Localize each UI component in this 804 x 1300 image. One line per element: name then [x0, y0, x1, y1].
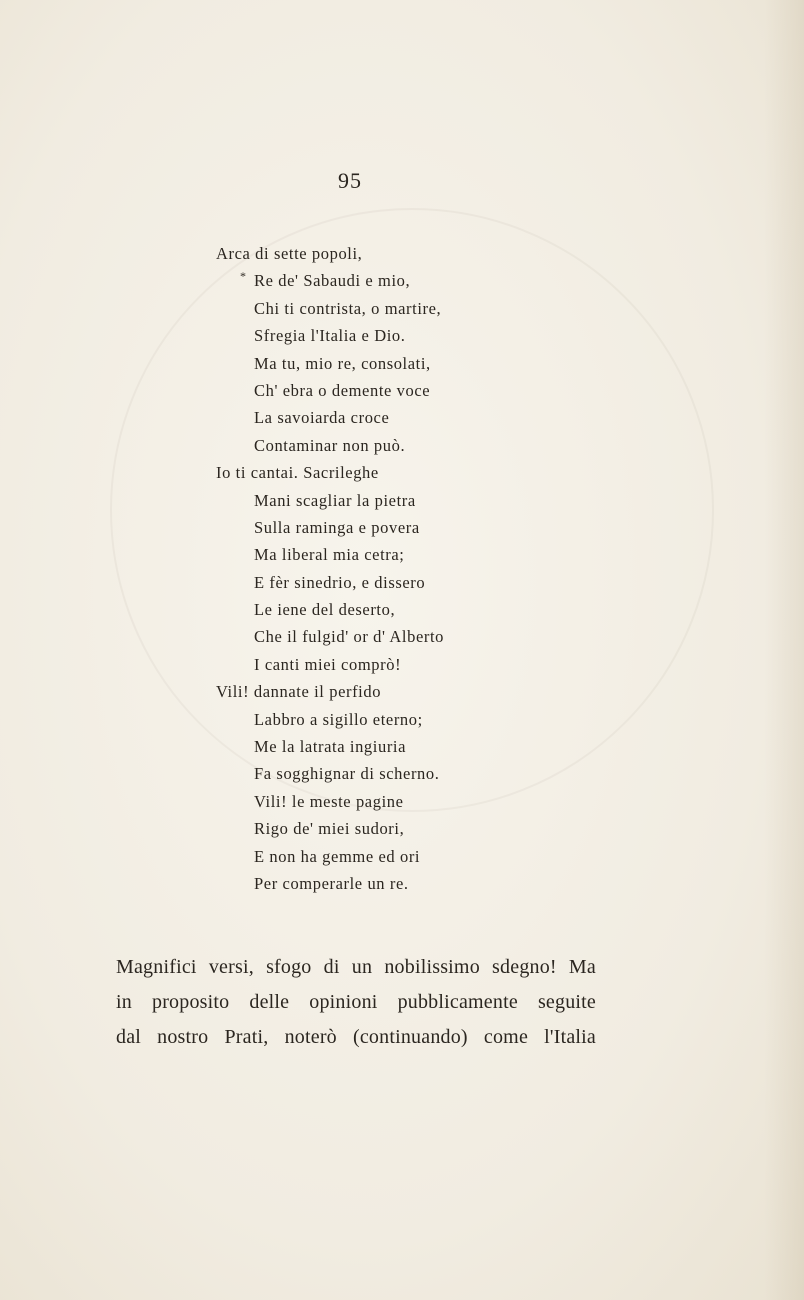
poem: [216, 240, 444, 897]
poem-line: Contaminar non può.: [254, 435, 406, 455]
poem-stanza-1: [216, 240, 444, 459]
prose-line: Magnifici versi, sfogo di un nobilissimo sdegno! Ma: [116, 956, 596, 978]
page-edge-shadow: [764, 0, 804, 1300]
poem-line: I canti miei comprò!: [254, 654, 402, 674]
poem-line: Per comperarle un re.: [254, 873, 409, 893]
poem-line-text: Re de' Sabaudi e mio,: [254, 271, 411, 291]
footnote-marker: *: [240, 269, 247, 284]
poem-line: Labbro a sigillo eterno;: [254, 709, 423, 729]
poem-line: Sfregia l'Italia e Dio.: [254, 326, 406, 346]
poem-line: Vili! dannate il perfido: [216, 682, 382, 702]
poem-line: Chi ti contrista, o martire,: [254, 298, 442, 318]
poem-line: Ma liberal mia cetra;: [254, 545, 405, 565]
poem-line: E non ha gemme ed ori: [254, 846, 421, 866]
poem-line: [216, 267, 444, 294]
poem-line: Fa sogghignar di scherno.: [254, 764, 440, 784]
poem-line: Rigo de' miei sudori,: [254, 819, 405, 839]
poem-line: Le iene del deserto,: [254, 600, 396, 620]
poem-line: Vili! le meste pagine: [254, 791, 404, 811]
poem-line: La savoiarda croce: [254, 408, 390, 428]
poem-line: Sulla raminga e povera: [254, 517, 420, 537]
poem-line: Che il fulgid' or d' Alberto: [254, 627, 445, 647]
poem-line: Io ti cantai. Sacrileghe: [216, 463, 379, 483]
poem-line: Ch' ebra o demente voce: [254, 380, 431, 400]
poem-stanza-2: [216, 459, 444, 678]
page-number: 95: [338, 168, 362, 193]
prose-paragraph: [116, 950, 596, 1055]
poem-line: E fèr sinedrio, e dissero: [254, 572, 426, 592]
poem-line: Me la latrata ingiuria: [254, 737, 407, 757]
poem-stanza-3: [216, 678, 444, 897]
prose-line: dal nostro Prati, noterò (continuando) come l'Italia: [116, 1026, 596, 1048]
prose-line: in proposito delle opinioni pubblicamente seguite: [116, 991, 596, 1013]
poem-line: Mani scagliar la pietra: [254, 490, 416, 510]
poem-line: Arca di sette popoli,: [216, 244, 363, 263]
poem-line: Ma tu, mio re, consolati,: [254, 353, 431, 373]
